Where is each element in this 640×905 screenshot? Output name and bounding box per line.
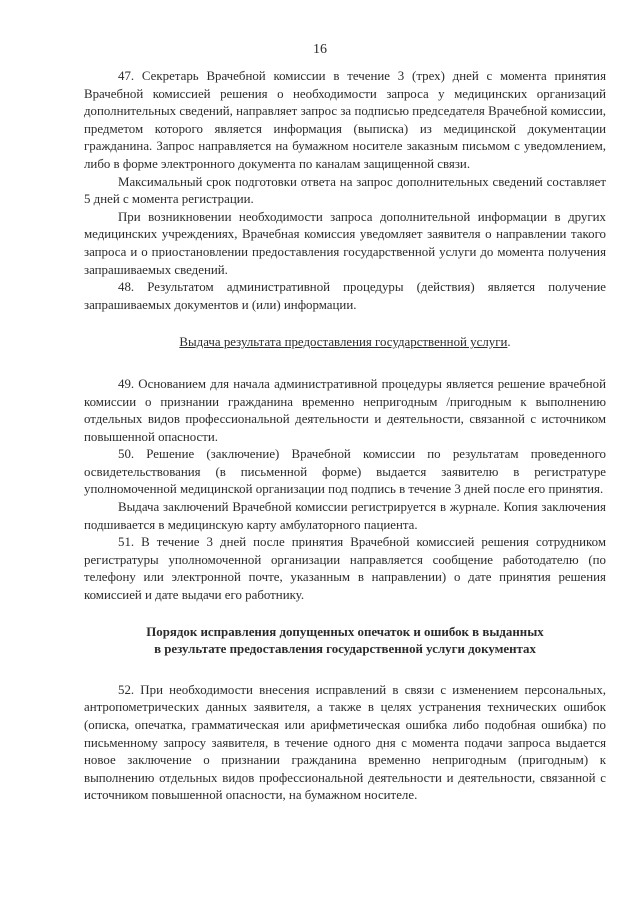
page-number: 16 [313, 42, 327, 57]
paragraph-48: 48. Результатом административной процедуры (действия) является получение запрашиваемых документов и (или) информации. [84, 280, 606, 312]
paragraph-51: 51. В течение 3 дней после принятия Врачебной комиссией решения сотрудником регистратуры уполномоченной организации направляется сообщение работодателю (по телефону или электронной почте, указанным в направлении) о дате принятия решения комиссией и дате выдачи его работнику. [84, 535, 606, 603]
paragraph-50: 50. Решение (заключение) Врачебной комиссии по результатам проведенного освидетельствования (в письменной форме) выдается заявителю в регистратуре уполномоченной медицинской организации под подпись в течение 3 дней после его принятия. [84, 447, 606, 497]
document-body [84, 68, 606, 805]
section-heading-issuance-dot: . [507, 335, 511, 350]
paragraph-47: 47. Секретарь Врачебной комиссии в течение 3 (трех) дней с момента принятия Врачебной комиссией решения о необходимости запроса у медицинских организаций дополнительных сведений, направляет запрос за подписью председателя Врачебной комиссии, предметом которого является информация (выписка) из медицинской документации гражданина. Запрос направляется на бумажном носителе заказным письмом с уведомлением, либо в форме электронного документа по каналам защищенной связи. [84, 69, 606, 171]
section-heading-issuance [84, 334, 606, 352]
paragraph-notification: При возникновении необходимости запроса дополнительной информации в других медицинских учреждениях, Врачебная комиссия уведомляет заявителя о направлении такого запроса и о приостановлении предоставления государственной услуги до момента получения запрашиваемых сведений. [84, 209, 606, 277]
section-heading-corrections [84, 624, 606, 659]
paragraph-journal: Выдача заключений Врачебной комиссии регистрируется в журнале. Копия заключения подшивается в медицинскую карту амбулаторного пациента. [84, 500, 606, 532]
paragraph-49: 49. Основанием для начала административной процедуры является решение врачебной комиссии о признании гражданина временно непригодным /пригодным к выполнению отдельных видов профессиональной деятельности и деятельности, связанной с источником повышенной опасности. [84, 376, 606, 444]
section-heading-issuance-text: Выдача результата предоставления государственной услуги [179, 335, 508, 350]
paragraph-deadline: Максимальный срок подготовки ответа на запрос дополнительных сведений составляет 5 дней с момента регистрации. [84, 174, 606, 207]
section-heading-corrections-line2: в результате предоставления государственной услуги документах [154, 642, 536, 657]
paragraph-52: 52. При необходимости внесения исправлений в связи с изменением персональных, антропометрических данных заявителя, а также в целях устранения технических ошибок (описка, опечатка, грамматическая или арифметическая ошибка либо подобная ошибка) по письменному запросу заявителя, в течение одного дня с момента подачи запроса выдается новое заключение о признании гражданина временно непригодным (пригодным) к выполнению отдельных видов профессиональной деятельности и деятельности, связанной с источником повышенной опасности, на бумажном носителе. [84, 682, 606, 803]
section-heading-corrections-line1: Порядок исправления допущенных опечаток и ошибок в выданных [146, 624, 544, 639]
